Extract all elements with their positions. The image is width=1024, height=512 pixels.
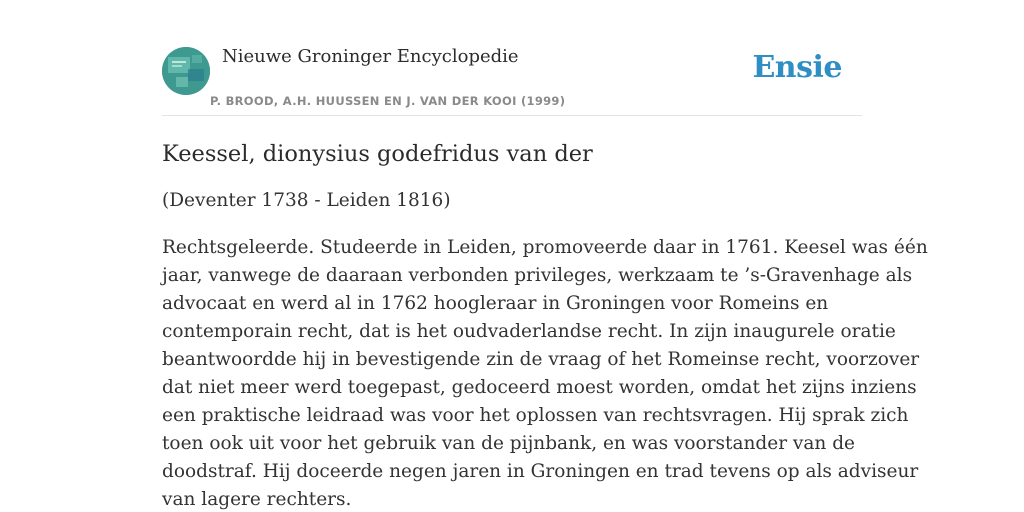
entry-title: Keessel, dionysius godefridus van der bbox=[162, 141, 593, 167]
body-line: beantwoordde hij in bevestigende zin de vraag of het Romeinse recht, voorzover bbox=[162, 349, 920, 370]
book-cover-icon bbox=[162, 47, 210, 95]
entry-subtitle: (Deventer 1738 - Leiden 1816) bbox=[162, 190, 451, 211]
body-line: contemporain recht, dat is het oudvaderlandse recht. In zijn inaugurele oratie bbox=[162, 321, 896, 342]
book-cover-avatar[interactable] bbox=[162, 47, 210, 95]
body-line: toen ook uit voor het gebruik van de pijnbank, en was voorstander van de bbox=[162, 433, 855, 454]
entry-body bbox=[162, 234, 928, 512]
body-line: jaar, vanwege de daaraan verbonden privileges, werkzaam te ’s-Gravenhage als bbox=[162, 265, 913, 286]
body-line: van lagere rechters. bbox=[162, 489, 352, 510]
source-header bbox=[162, 44, 862, 116]
body-line: advocaat en werd al in 1762 hoogleraar in Groningen voor Romeins en bbox=[162, 293, 829, 314]
body-line: doodstraf. Hij doceerde negen jaren in Groningen en trad tevens op als adviseur bbox=[162, 461, 919, 482]
body-line: dat niet meer werd toegepast, gedoceerd moest worden, omdat het zijns inziens bbox=[162, 377, 917, 398]
body-line: een praktische leidraad was voor het oplossen van rechtsvragen. Hij sprak zich bbox=[162, 405, 909, 426]
book-authors: P. BROOD, A.H. HUUSSEN EN J. VAN DER KOOI (1999) bbox=[210, 94, 566, 108]
ensie-logo[interactable]: Ensie bbox=[752, 50, 842, 85]
book-title[interactable]: Nieuwe Groninger Encyclopedie bbox=[222, 46, 519, 67]
entry-content bbox=[162, 136, 928, 512]
body-line: Rechtsgeleerde. Studeerde in Leiden, promoveerde daar in 1761. Keesel was één bbox=[162, 237, 928, 258]
